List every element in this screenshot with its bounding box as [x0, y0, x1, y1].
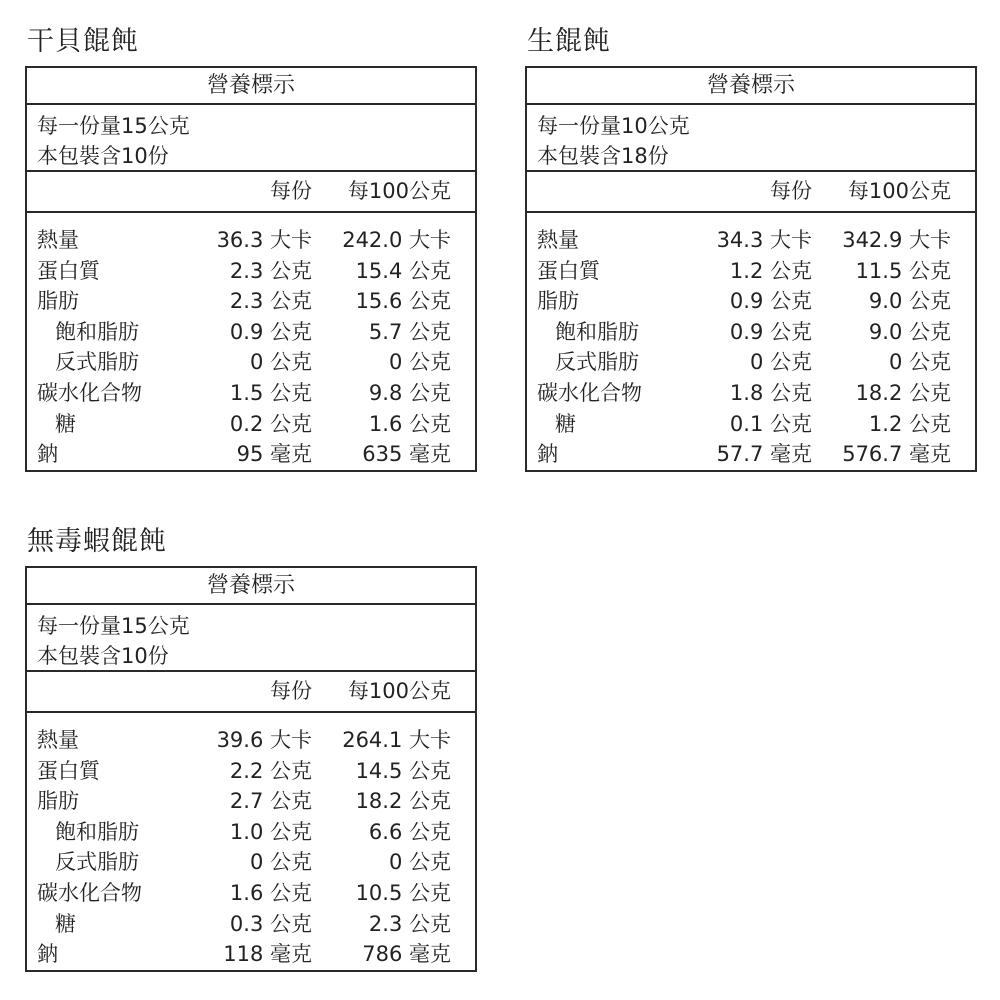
serving-info — [27, 605, 475, 672]
per-serving-value: 57.7 毫克 — [716, 442, 812, 467]
product-title: 干貝餛飩 — [27, 26, 139, 57]
nutrient-row — [27, 317, 475, 348]
per-serving-value: 34.3 大卡 — [716, 228, 812, 252]
col-per-100g: 每100公克 — [347, 179, 451, 203]
serving-size: 每一份量15公克 — [37, 614, 190, 638]
per-100g-value: 9.0 公克 — [868, 289, 951, 314]
per-serving-value: 0.9 公克 — [229, 319, 312, 344]
per-100g-value: 264.1 大卡 — [342, 728, 451, 752]
servings-per-pack: 本包裝含10份 — [37, 644, 169, 668]
nutrient-label: 蛋白質 — [537, 258, 600, 283]
per-serving-value: 2.7 公克 — [229, 789, 312, 814]
nutrient-label: 熱量 — [537, 228, 579, 252]
product-title: 無毒蝦餛飩 — [27, 526, 167, 557]
nutrient-row — [27, 439, 475, 470]
nutrient-label: 碳水化合物 — [37, 380, 142, 405]
per-serving-value: 2.3 公克 — [229, 258, 312, 283]
per-serving-value: 2.3 公克 — [229, 289, 312, 314]
nutrient-label: 熱量 — [37, 228, 79, 252]
nutrient-row — [527, 317, 975, 348]
nutrient-label: 鈉 — [37, 442, 58, 467]
nutrient-row — [527, 409, 975, 440]
per-serving-value: 2.2 公克 — [229, 758, 312, 783]
column-headers — [27, 172, 475, 213]
servings-per-pack: 本包裝含18份 — [537, 144, 669, 168]
col-per-100g: 每100公克 — [847, 179, 951, 203]
per-serving-value: 0 公克 — [249, 350, 312, 375]
per-100g-value: 9.8 公克 — [368, 380, 451, 405]
nutrient-row — [527, 439, 975, 470]
nutrient-row — [527, 225, 975, 256]
nutrient-row — [27, 225, 475, 256]
per-100g-value: 6.6 公克 — [368, 819, 451, 844]
per-serving-value: 0 公克 — [749, 350, 812, 375]
per-100g-value: 15.4 公克 — [355, 258, 451, 283]
nutrient-rows — [527, 213, 975, 470]
serving-size: 每一份量15公克 — [37, 114, 190, 138]
nutrient-row — [527, 256, 975, 287]
col-per-serving: 每份 — [270, 179, 312, 203]
per-serving-value: 95 毫克 — [236, 442, 312, 467]
table-header: 營養標示 — [27, 568, 475, 605]
per-100g-value: 1.6 公克 — [368, 411, 451, 436]
nutrition-table — [525, 66, 977, 472]
col-per-serving: 每份 — [770, 179, 812, 203]
per-100g-value: 242.0 大卡 — [342, 228, 451, 252]
nutrient-row — [27, 286, 475, 317]
nutrition-panel — [25, 18, 477, 472]
nutrient-label: 糖 — [55, 911, 76, 936]
table-header: 營養標示 — [527, 68, 975, 105]
nutrient-label: 反式脂肪 — [555, 350, 639, 375]
per-100g-value: 5.7 公克 — [368, 319, 451, 344]
per-serving-value: 1.8 公克 — [729, 380, 812, 405]
nutrient-label: 蛋白質 — [37, 258, 100, 283]
nutrient-row — [27, 409, 475, 440]
per-100g-value: 576.7 毫克 — [842, 442, 951, 467]
nutrient-row — [27, 939, 475, 970]
nutrient-label: 飽和脂肪 — [555, 319, 639, 344]
nutrient-label: 熱量 — [37, 728, 79, 752]
nutrient-label: 反式脂肪 — [55, 850, 139, 875]
nutrient-label: 糖 — [55, 411, 76, 436]
per-100g-value: 11.5 公克 — [855, 258, 951, 283]
per-100g-value: 10.5 公克 — [355, 880, 451, 905]
nutrient-row — [27, 756, 475, 787]
nutrition-panel — [525, 18, 977, 472]
nutrient-label: 碳水化合物 — [537, 380, 642, 405]
per-serving-value: 0.3 公克 — [229, 911, 312, 936]
per-100g-value: 635 毫克 — [362, 442, 451, 467]
nutrient-row — [27, 256, 475, 287]
nutrient-row — [27, 817, 475, 848]
per-serving-value: 0 公克 — [249, 850, 312, 875]
per-100g-value: 18.2 公克 — [355, 789, 451, 814]
col-per-100g: 每100公克 — [347, 679, 451, 703]
nutrition-table — [25, 566, 477, 972]
per-serving-value: 1.2 公克 — [729, 258, 812, 283]
per-100g-value: 0 公克 — [388, 350, 451, 375]
per-100g-value: 18.2 公克 — [855, 380, 951, 405]
nutrient-row — [27, 347, 475, 378]
per-100g-value: 15.6 公克 — [355, 289, 451, 314]
nutrient-row — [27, 847, 475, 878]
serving-size: 每一份量10公克 — [537, 114, 690, 138]
per-serving-value: 36.3 大卡 — [216, 228, 312, 252]
per-serving-value: 118 毫克 — [223, 942, 312, 967]
serving-info — [27, 105, 475, 172]
per-100g-value: 786 毫克 — [362, 942, 451, 967]
nutrient-rows — [27, 213, 475, 470]
per-100g-value: 1.2 公克 — [868, 411, 951, 436]
column-headers — [527, 172, 975, 213]
nutrient-label: 鈉 — [37, 942, 58, 967]
nutrient-row — [27, 786, 475, 817]
table-header: 營養標示 — [27, 68, 475, 105]
nutrient-label: 鈉 — [537, 442, 558, 467]
col-per-serving: 每份 — [270, 679, 312, 703]
nutrient-row — [27, 378, 475, 409]
nutrient-row — [527, 347, 975, 378]
nutrition-panel — [25, 518, 477, 972]
serving-info — [527, 105, 975, 172]
per-100g-value: 2.3 公克 — [368, 911, 451, 936]
nutrient-label: 脂肪 — [37, 289, 79, 314]
nutrient-rows — [27, 713, 475, 970]
per-serving-value: 0.1 公克 — [729, 411, 812, 436]
nutrient-label: 脂肪 — [537, 289, 579, 314]
per-serving-value: 0.9 公克 — [729, 289, 812, 314]
nutrient-label: 糖 — [555, 411, 576, 436]
nutrient-label: 蛋白質 — [37, 758, 100, 783]
nutrient-label: 飽和脂肪 — [55, 819, 139, 844]
nutrient-row — [27, 725, 475, 756]
nutrient-label: 碳水化合物 — [37, 880, 142, 905]
per-100g-value: 9.0 公克 — [868, 319, 951, 344]
nutrient-row — [27, 878, 475, 909]
product-title: 生餛飩 — [527, 26, 611, 57]
column-headers — [27, 672, 475, 713]
servings-per-pack: 本包裝含10份 — [37, 144, 169, 168]
per-100g-value: 0 公克 — [888, 350, 951, 375]
per-100g-value: 0 公克 — [388, 850, 451, 875]
per-serving-value: 1.6 公克 — [229, 880, 312, 905]
per-serving-value: 0.2 公克 — [229, 411, 312, 436]
per-serving-value: 0.9 公克 — [729, 319, 812, 344]
nutrient-row — [527, 378, 975, 409]
per-100g-value: 342.9 大卡 — [842, 228, 951, 252]
per-serving-value: 39.6 大卡 — [216, 728, 312, 752]
nutrient-row — [527, 286, 975, 317]
per-100g-value: 14.5 公克 — [355, 758, 451, 783]
per-serving-value: 1.0 公克 — [229, 819, 312, 844]
nutrient-label: 飽和脂肪 — [55, 319, 139, 344]
nutrient-label: 反式脂肪 — [55, 350, 139, 375]
per-serving-value: 1.5 公克 — [229, 380, 312, 405]
nutrient-row — [27, 909, 475, 940]
nutrition-table — [25, 66, 477, 472]
nutrient-label: 脂肪 — [37, 789, 79, 814]
